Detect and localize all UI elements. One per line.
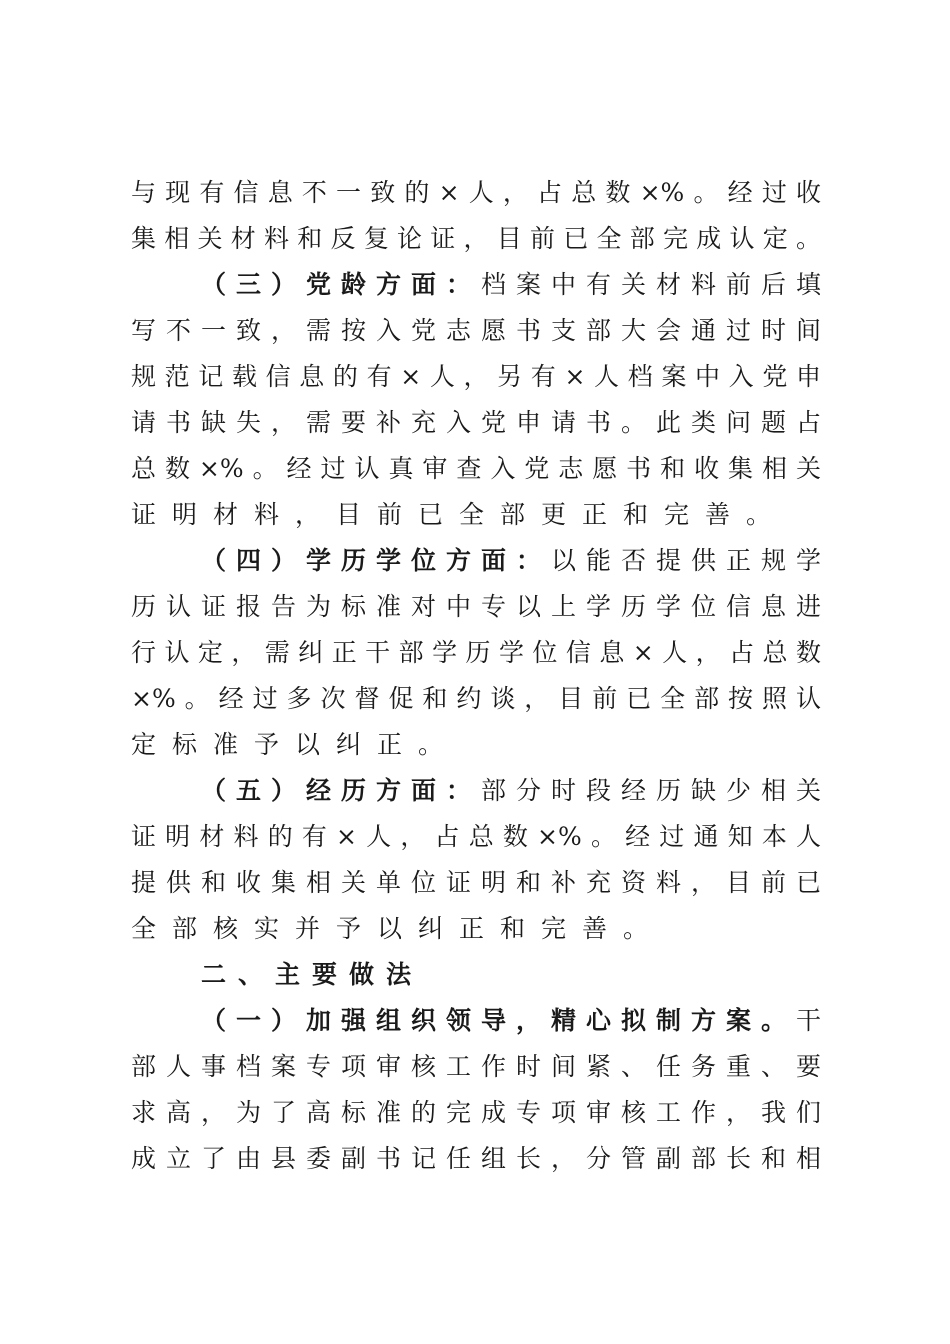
paragraph-line: 行认定，需纠正干部学历学位信息×人，占总数 (131, 638, 821, 667)
section-heading: （一）加强组织领导，精心拟制方案。 (201, 1006, 796, 1035)
section-party-age: （三）党龄方面：档案中有关材料前后填 (201, 270, 821, 299)
paragraph-line: 规范记载信息的有×人，另有×人档案中入党申 (131, 362, 821, 391)
paragraph-line: 全部核实并予以纠正和完善。 (131, 914, 665, 943)
section-organization: （一）加强组织领导，精心拟制方案。干 (201, 1006, 821, 1035)
section-experience: （五）经历方面：部分时段经历缺少相关 (201, 776, 821, 805)
paragraph-line: 定标准予以纠正。 (131, 730, 460, 759)
paragraph-line: 证明材料，目前已全部更正和完善。 (131, 500, 788, 529)
paragraph-line: 证明材料的有×人，占总数×%。经过通知本人 (131, 822, 821, 851)
paragraph-line: ×%。经过多次督促和约谈，目前已全部按照认 (131, 684, 821, 713)
paragraph-line: 与现有信息不一致的×人，占总数×%。经过收 (131, 178, 821, 207)
paragraph-line: 写不一致，需按入党志愿书支部大会通过时间 (131, 316, 821, 345)
paragraph-line: 集相关材料和反复论证，目前已全部完成认定。 (131, 224, 821, 253)
paragraph-line: 总数×%。经过认真审查入党志愿书和收集相关 (131, 454, 821, 483)
paragraph-line: 历认证报告为标准对中专以上学历学位信息进 (131, 592, 821, 621)
paragraph-line: 成立了由县委副书记任组长，分管副部长和相 (131, 1144, 821, 1173)
paragraph-line: 提供和收集相关单位证明和补充资料，目前已 (131, 868, 821, 897)
section-heading: （五）经历方面： (201, 776, 481, 805)
section-heading: （三）党龄方面： (201, 270, 481, 299)
paragraph-line: 部人事档案专项审核工作时间紧、任务重、要 (131, 1052, 821, 1081)
paragraph-line: 求高，为了高标准的完成专项审核工作，我们 (131, 1098, 821, 1127)
section-heading: （四）学历学位方面： (201, 546, 551, 575)
paragraph-line: 请书缺失，需要补充入党申请书。此类问题占 (131, 408, 821, 437)
section-education: （四）学历学位方面：以能否提供正规学 (201, 546, 821, 575)
chapter-heading-main-practices: 二、主要做法 (201, 960, 424, 989)
